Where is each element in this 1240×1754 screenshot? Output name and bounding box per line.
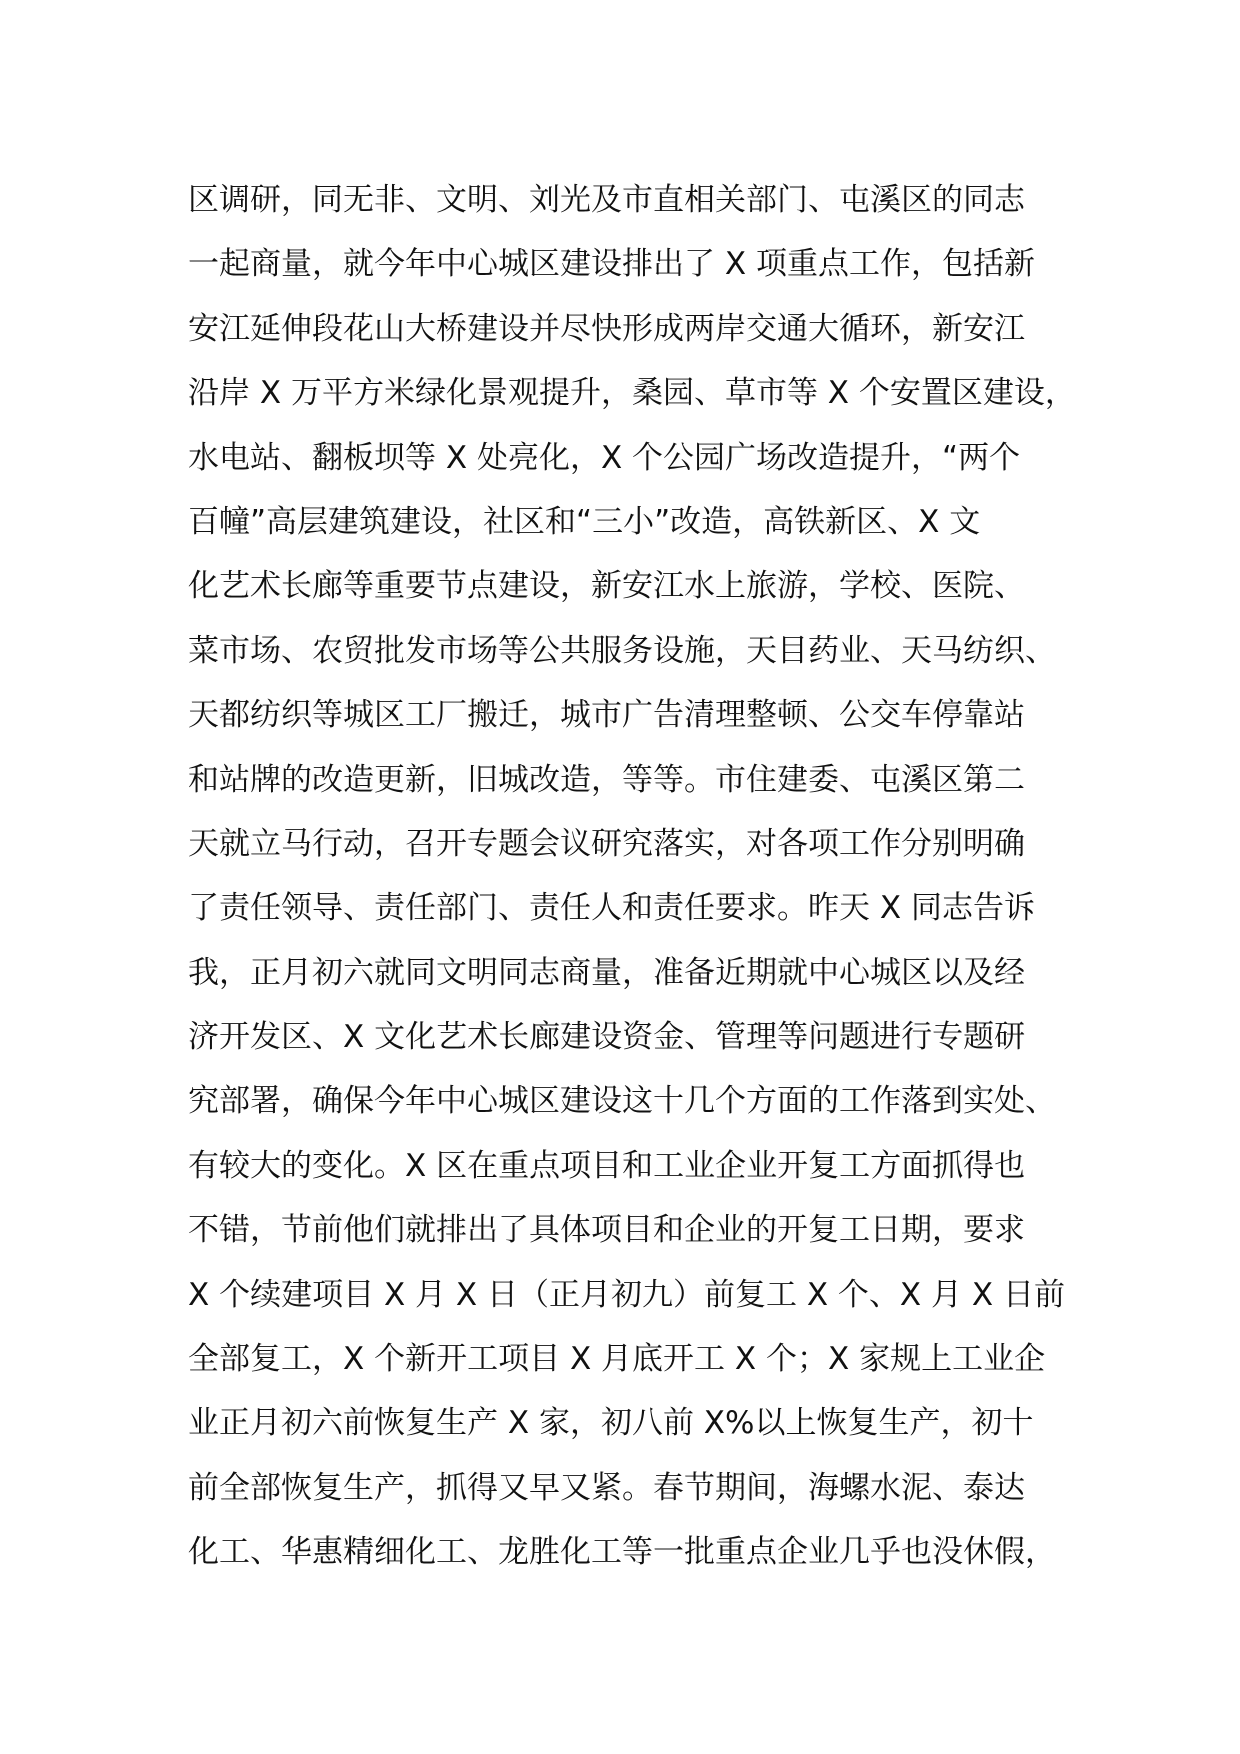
text-line: 化艺术长廊等重要节点建设，新安江水上旅游，学校、医院、 xyxy=(188,568,1025,605)
text-line: 百幢”高层建筑建设，社区和“三小”改造，高铁新区、X 文 xyxy=(188,503,981,540)
text-line: 水电站、翻板坝等 X 处亮化，X 个公园广场改造提升，“两个 xyxy=(188,439,1021,476)
text-line: 天都纺织等城区工厂搬迁，城市广告清理整顿、公交车停靠站 xyxy=(188,697,1025,734)
text-line: 和站牌的改造更新，旧城改造，等等。市住建委、屯溪区第二 xyxy=(188,761,1025,798)
text-line: 沿岸 X 万平方米绿化景观提升，桑园、草市等 X 个安置区建设， xyxy=(188,375,1076,412)
text-line: X 个续建项目 X 月 X 日（正月初九）前复工 X 个、X 月 X 日前 xyxy=(188,1276,1065,1313)
text-line: 安江延伸段花山大桥建设并尽快形成两岸交通大循环，新安江 xyxy=(188,310,1025,347)
body-paragraph xyxy=(188,168,1088,1585)
text-line: 全部复工，X 个新开工项目 X 月底开工 X 个；X 家规上工业企 xyxy=(188,1341,1046,1378)
text-line: 不错，节前他们就排出了具体项目和企业的开复工日期，要求 xyxy=(188,1212,1025,1249)
text-line: 究部署，确保今年中心城区建设这十几个方面的工作落到实处、 xyxy=(188,1083,1056,1120)
text-line: 化工、华惠精细化工、龙胜化工等一批重点企业几乎也没休假， xyxy=(188,1534,1056,1571)
text-line: 一起商量，就今年中心城区建设排出了 X 项重点工作，包括新 xyxy=(188,246,1035,283)
text-line: 济开发区、X 文化艺术长廊建设资金、管理等问题进行专题研 xyxy=(188,1019,1026,1056)
text-line: 天就立马行动，召开专题会议研究落实，对各项工作分别明确 xyxy=(188,825,1025,862)
text-line: 前全部恢复生产，抓得又早又紧。春节期间，海螺水泥、泰达 xyxy=(188,1469,1025,1506)
text-line: 了责任领导、责任部门、责任人和责任要求。昨天 X 同志告诉 xyxy=(188,890,1035,927)
text-line: 区调研，同无非、文明、刘光及市直相关部门、屯溪区的同志 xyxy=(188,182,1025,218)
text-line: 我，正月初六就同文明同志商量，准备近期就中心城区以及经 xyxy=(188,954,1025,991)
text-line: 有较大的变化。X 区在重点项目和工业企业开复工方面抓得也 xyxy=(188,1147,1026,1184)
text-line: 业正月初六前恢复生产 X 家，初八前 X%以上恢复生产，初十 xyxy=(188,1405,1034,1442)
text-line: 菜市场、农贸批发市场等公共服务设施，天目药业、天马纺织、 xyxy=(188,632,1056,669)
